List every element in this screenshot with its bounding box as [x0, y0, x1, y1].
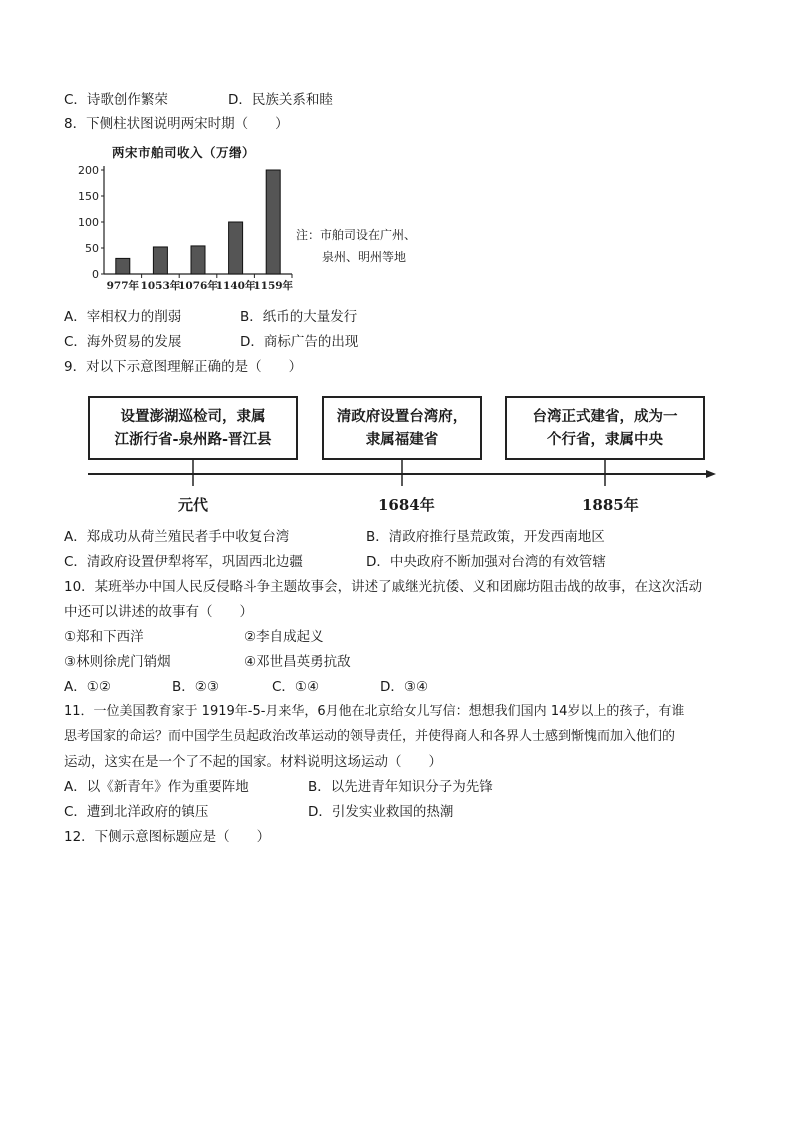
q9-option-d: D．中央政府不断加强对台湾的有效管辖	[366, 554, 606, 570]
q10-item-2: ②李自成起义	[244, 629, 324, 645]
timeline-axis	[88, 458, 718, 488]
q11-stem-line-2: 思考国家的命运？而中国学生员起政治改革运动的领导责任，并使得商人和各界人士感到惭愧而加入他们的	[64, 729, 676, 744]
q11-option-c: C．遭到北洋政府的镇压	[64, 804, 209, 820]
chart-bar	[153, 247, 167, 274]
chart-x-tick-label: 1140年	[215, 280, 256, 292]
timeline-label-yuan: 元代	[178, 496, 209, 514]
timeline-box-yuan-line1: 设置澎湖巡检司，隶属	[120, 408, 266, 425]
q10-stem-line-2: 中还可以讲述的故事有（ ）	[64, 604, 253, 620]
chart-x-tick-label: 977年	[106, 280, 140, 292]
q8-option-d: D．商标广告的出现	[240, 334, 359, 350]
timeline-label-1684: 1684年	[378, 496, 435, 514]
chart-x-tick-label: 1076年	[178, 280, 218, 292]
q8-stem: 8．下侧柱状图说明两宋时期（ ）	[64, 116, 289, 132]
q11-stem-line-1: 11．一位美国教育家于 1919年-5-月来华，6月他在北京给女儿写信：想想我们国内 14岁以上的孩子，有谁	[64, 704, 685, 719]
q11-option-d: D．引发实业救国的热潮	[308, 804, 454, 820]
q8-option-b: B．纸币的大量发行	[240, 309, 358, 325]
chart-note-line-1: 注：市舶司设在广州、	[296, 228, 417, 242]
timeline-box-1684-line1: 清政府设置台湾府，	[336, 408, 468, 425]
chart-bar	[191, 246, 205, 274]
timeline-label-1885: 1885年	[582, 496, 639, 514]
timeline-box-yuan-line2: 江浙行省-泉州路-晋江县	[114, 431, 272, 448]
q10-option-a: A．①②	[64, 679, 111, 695]
chart-y-tick-label: 100	[78, 216, 99, 229]
chart-y-tick-label: 150	[78, 190, 99, 203]
q10-item-4: ④邓世昌英勇抗敌	[244, 654, 351, 670]
bar-chart	[74, 160, 296, 298]
q10-option-d: D．③④	[380, 679, 429, 695]
q10-stem-line-1: 10．某班举办中国人民反侵略斗争主题故事会，讲述了戚继光抗倭、义和团廊坊阻击战的故事，在这次活动	[64, 579, 703, 595]
q9-option-b: B．清政府推行垦荒政策，开发西南地区	[366, 529, 605, 545]
q10-option-c: C．①④	[272, 679, 320, 695]
timeline-box-1684	[322, 396, 482, 460]
q7-option-c: C．诗歌创作繁荣	[64, 92, 168, 108]
q11-option-a: A．以《新青年》作为重要阵地	[64, 779, 249, 795]
chart-x-tick-label: 1053年	[140, 280, 181, 292]
chart-y-tick-label: 200	[78, 164, 99, 177]
chart-bar	[229, 222, 243, 274]
q9-option-c: C．清政府设置伊犁将军，巩固西北边疆	[64, 554, 303, 570]
q10-item-3: ③林则徐虎门销烟	[64, 654, 171, 670]
chart-x-tick-label: 1159年	[253, 280, 294, 292]
q9-stem: 9．对以下示意图理解正确的是（ ）	[64, 359, 303, 375]
timeline-box-yuan	[88, 396, 298, 460]
chart-note-line-2: 泉州、明州等地	[322, 250, 407, 264]
q11-stem-line-3: 运动，这实在是一个了不起的国家。材料说明这场运动（ ）	[64, 754, 442, 770]
chart-y-tick-label: 50	[85, 242, 99, 255]
timeline-box-1885	[505, 396, 705, 460]
timeline-box-1885-line1: 台湾正式建省，成为一	[532, 408, 678, 425]
timeline-arrow-icon	[706, 470, 716, 478]
q11-option-b: B．以先进青年知识分子为先锋	[308, 779, 493, 795]
q8-option-c: C．海外贸易的发展	[64, 334, 182, 350]
q10-item-1: ①郑和下西洋	[64, 629, 144, 645]
q7-option-d: D．民族关系和睦	[228, 92, 333, 108]
q10-option-b: B．②③	[172, 679, 219, 695]
chart-bar	[266, 170, 280, 274]
q9-option-a: A．郑成功从荷兰殖民者手中收复台湾	[64, 529, 290, 545]
chart-y-tick-label: 0	[92, 268, 99, 281]
timeline-box-1684-line2: 隶属福建省	[365, 431, 439, 448]
timeline-box-1885-line2: 个行省，隶属中央	[547, 431, 663, 448]
chart-title: 两宋市舶司收入（万缗）	[112, 145, 256, 160]
q8-option-a: A．宰相权力的削弱	[64, 309, 182, 325]
chart-bar	[116, 258, 130, 274]
q12-stem: 12．下侧示意图标题应是（ ）	[64, 829, 271, 845]
